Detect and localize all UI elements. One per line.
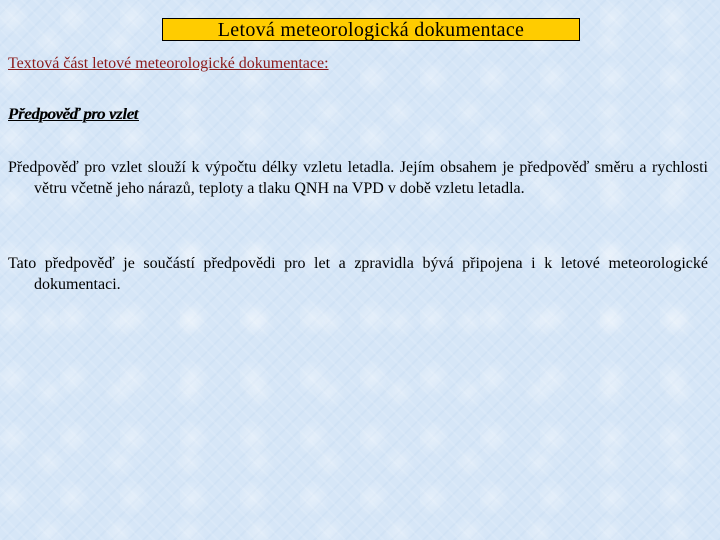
slide-title: Letová meteorologická dokumentace (162, 18, 580, 41)
paragraph-flight-forecast-part: Tato předpověď je součástí předpovědi pro let a zpravidla bývá připojena i k letové meteorologické dokumentaci. (8, 255, 708, 293)
section-heading: Předpověď pro vzlet (8, 106, 138, 123)
slide-subtitle: Textová část letové meteorologické dokumentace: (8, 55, 329, 72)
paragraph-takeoff-forecast-purpose: Předpověď pro vzlet slouží k výpočtu délky vzletu letadla. Jejím obsahem je předpověď směru a rychlosti větru včetně jeho nárazů, teploty a tlaku QNH na VPD v době vzletu letadla. (8, 159, 708, 197)
